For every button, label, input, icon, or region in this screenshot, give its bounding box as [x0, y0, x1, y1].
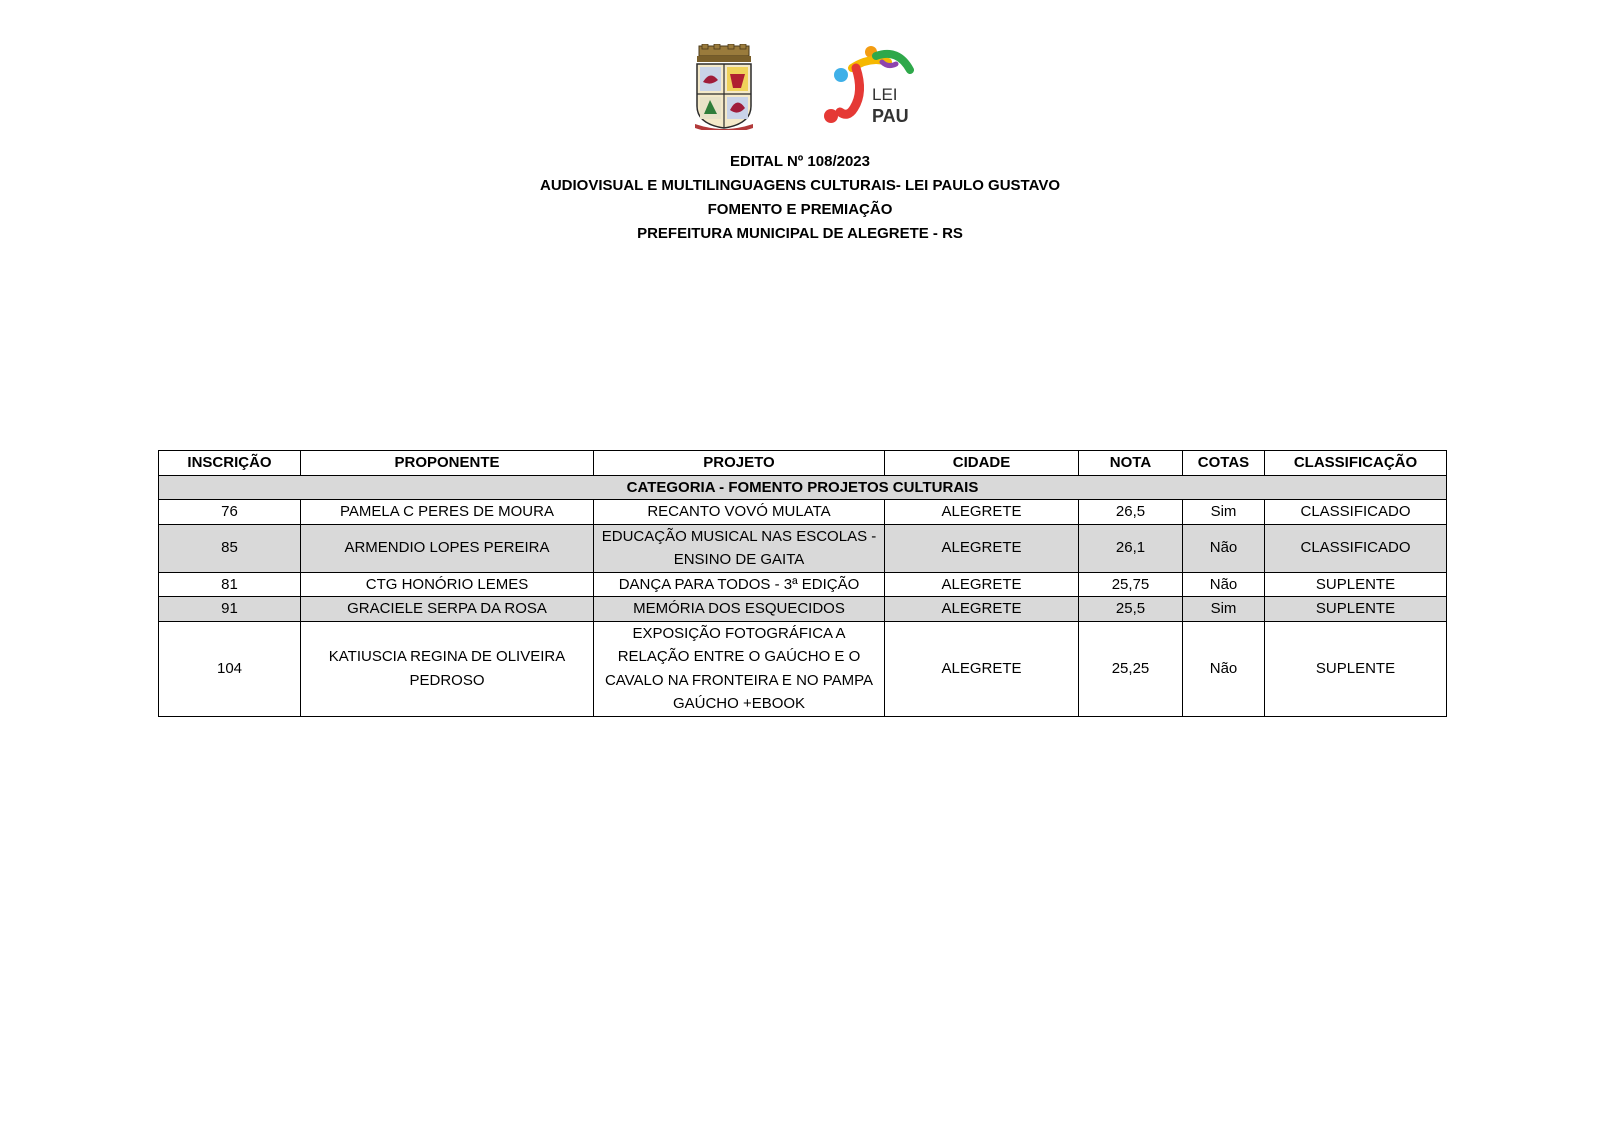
cell-classificacao: SUPLENTE	[1265, 572, 1447, 597]
cell-proponente: ARMENDIO LOPES PEREIRA	[301, 524, 594, 572]
cell-cidade: ALEGRETE	[885, 597, 1079, 622]
cell-classificacao: CLASSIFICADO	[1265, 524, 1447, 572]
cell-cotas: Sim	[1183, 597, 1265, 622]
cell-nota: 25,5	[1079, 597, 1183, 622]
cell-classificacao: CLASSIFICADO	[1265, 500, 1447, 525]
cell-projeto: RECANTO VOVÓ MULATA	[594, 500, 885, 525]
document-header	[0, 150, 1600, 246]
cell-nota: 25,75	[1079, 572, 1183, 597]
cell-nota: 25,25	[1079, 621, 1183, 716]
cell-cidade: ALEGRETE	[885, 500, 1079, 525]
cell-inscricao: 81	[159, 572, 301, 597]
cell-projeto: EXPOSIÇÃO FOTOGRÁFICA A RELAÇÃO ENTRE O GAÚCHO E O CAVALO NA FRONTEIRA E NO PAMPA GAÚCHO +EBOOK	[594, 621, 885, 716]
edital-subtitle: FOMENTO E PREMIAÇÃO	[707, 201, 893, 218]
edital-number: EDITAL Nº 108/2023	[730, 153, 870, 170]
cell-projeto: EDUCAÇÃO MUSICAL NAS ESCOLAS - ENSINO DE GAITA	[594, 524, 885, 572]
cell-proponente: PAMELA C PERES DE MOURA	[301, 500, 594, 525]
cell-nota: 26,5	[1079, 500, 1183, 525]
table-row	[159, 621, 1447, 716]
cell-cidade: ALEGRETE	[885, 524, 1079, 572]
edital-title: AUDIOVISUAL E MULTILINGUAGENS CULTURAIS- LEI PAULO GUSTAVO	[540, 177, 1060, 194]
cell-cotas: Não	[1183, 572, 1265, 597]
cell-inscricao: 76	[159, 500, 301, 525]
cell-proponente: GRACIELE SERPA DA ROSA	[301, 597, 594, 622]
column-header-projeto: PROJETO	[594, 451, 885, 476]
category-row	[159, 475, 1447, 500]
column-header-cidade: CIDADE	[885, 451, 1079, 476]
cell-nota: 26,1	[1079, 524, 1183, 572]
column-header-cotas: COTAS	[1183, 451, 1265, 476]
column-header-inscricao: INSCRIÇÃO	[159, 451, 301, 476]
lei-paulo-gustavo-logo	[818, 42, 918, 128]
cell-inscricao: 104	[159, 621, 301, 716]
cell-cidade: ALEGRETE	[885, 572, 1079, 597]
table-row	[159, 500, 1447, 525]
cell-inscricao: 85	[159, 524, 301, 572]
logos-bar	[0, 42, 1600, 132]
table-header-row	[159, 451, 1447, 476]
table-row	[159, 572, 1447, 597]
pau-text: PAU	[872, 106, 909, 126]
cell-classificacao: SUPLENTE	[1265, 621, 1447, 716]
issuer: PREFEITURA MUNICIPAL DE ALEGRETE - RS	[637, 225, 963, 242]
cell-classificacao: SUPLENTE	[1265, 597, 1447, 622]
category-label: CATEGORIA - FOMENTO PROJETOS CULTURAIS	[159, 475, 1447, 500]
cell-proponente: KATIUSCIA REGINA DE OLIVEIRA PEDROSO	[301, 621, 594, 716]
cell-projeto: DANÇA PARA TODOS - 3ª EDIÇÃO	[594, 572, 885, 597]
cell-proponente: CTG HONÓRIO LEMES	[301, 572, 594, 597]
table-row	[159, 597, 1447, 622]
cell-cotas: Não	[1183, 621, 1265, 716]
column-header-nota: NOTA	[1079, 451, 1183, 476]
results-table	[158, 450, 1447, 717]
cell-inscricao: 91	[159, 597, 301, 622]
cell-projeto: MEMÓRIA DOS ESQUECIDOS	[594, 597, 885, 622]
column-header-proponente: PROPONENTE	[301, 451, 594, 476]
coat-of-arms-icon	[693, 44, 755, 130]
lei-text: LEI	[872, 85, 898, 104]
cell-cidade: ALEGRETE	[885, 621, 1079, 716]
table-row	[159, 524, 1447, 572]
cell-cotas: Sim	[1183, 500, 1265, 525]
column-header-classificacao: CLASSIFICAÇÃO	[1265, 451, 1447, 476]
cell-cotas: Não	[1183, 524, 1265, 572]
